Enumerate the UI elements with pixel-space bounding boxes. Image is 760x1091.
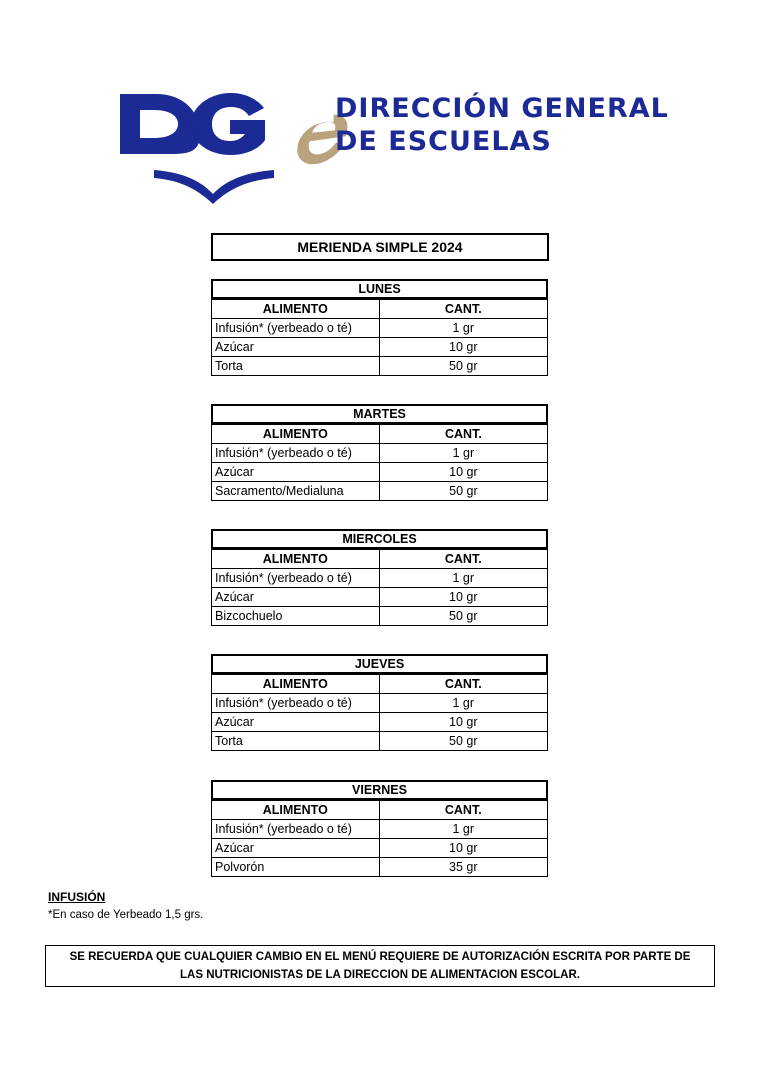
qty-cell: 50 gr (379, 732, 547, 751)
logo-book-swoosh (154, 170, 274, 204)
column-header-qty: CANT. (379, 425, 547, 444)
qty-cell: 50 gr (379, 607, 547, 626)
qty-cell: 1 gr (379, 319, 547, 338)
day-header: VIERNES (211, 780, 548, 800)
food-cell: Azúcar (212, 839, 380, 858)
food-cell: Infusión* (yerbeado o té) (212, 319, 380, 338)
food-cell: Infusión* (yerbeado o té) (212, 569, 380, 588)
table-row (212, 338, 548, 357)
food-table (211, 800, 548, 877)
food-cell: Infusión* (yerbeado o té) (212, 694, 380, 713)
day-table-viernes (211, 780, 548, 877)
warning-line1: SE RECUERDA QUE CUALQUIER CAMBIO EN EL MENÚ REQUIERE DE AUTORIZACIÓN ESCRITA POR PARTE DE (69, 951, 691, 963)
food-cell: Torta (212, 357, 380, 376)
table-row (212, 713, 548, 732)
table-row (212, 569, 548, 588)
note-text: *En caso de Yerbeado 1,5 grs. (48, 909, 204, 921)
org-name-line1: DIRECCIÓN GENERAL (335, 93, 669, 124)
column-header-qty: CANT. (379, 300, 547, 319)
day-header: JUEVES (211, 654, 548, 674)
note-title: INFUSIÓN (48, 890, 106, 904)
logo-letter-g (191, 93, 265, 155)
qty-cell: 10 gr (379, 713, 547, 732)
qty-cell: 10 gr (379, 338, 547, 357)
table-row (212, 588, 548, 607)
qty-cell: 35 gr (379, 858, 547, 877)
table-row (212, 463, 548, 482)
table-row (212, 607, 548, 626)
qty-cell: 10 gr (379, 463, 547, 482)
table-row (212, 482, 548, 501)
day-header: LUNES (211, 279, 548, 299)
column-header-food: ALIMENTO (212, 675, 380, 694)
table-header-row (212, 300, 548, 319)
column-header-food: ALIMENTO (212, 801, 380, 820)
table-header-row (212, 675, 548, 694)
table-header-row (212, 550, 548, 569)
qty-cell: 1 gr (379, 444, 547, 463)
column-header-food: ALIMENTO (212, 300, 380, 319)
day-header: MARTES (211, 404, 548, 424)
table-row (212, 858, 548, 877)
qty-cell: 10 gr (379, 839, 547, 858)
table-header-row (212, 801, 548, 820)
day-table-miercoles (211, 529, 548, 626)
qty-cell: 1 gr (379, 694, 547, 713)
authorization-warning (45, 945, 715, 987)
day-table-lunes (211, 279, 548, 376)
food-table (211, 549, 548, 626)
food-cell: Infusión* (yerbeado o té) (212, 820, 380, 839)
column-header-food: ALIMENTO (212, 425, 380, 444)
food-cell: Azúcar (212, 463, 380, 482)
day-header: MIERCOLES (211, 529, 548, 549)
table-row (212, 732, 548, 751)
qty-cell: 50 gr (379, 357, 547, 376)
food-table (211, 424, 548, 501)
table-row (212, 694, 548, 713)
qty-cell: 1 gr (379, 569, 547, 588)
table-row (212, 357, 548, 376)
org-name-line2: DE ESCUELAS (335, 126, 552, 157)
food-cell: Azúcar (212, 588, 380, 607)
table-row (212, 820, 548, 839)
logo-letter-d (120, 94, 200, 154)
qty-cell: 10 gr (379, 588, 547, 607)
qty-cell: 1 gr (379, 820, 547, 839)
food-table (211, 674, 548, 751)
table-header-row (212, 425, 548, 444)
day-table-martes (211, 404, 548, 501)
table-row (212, 839, 548, 858)
column-header-food: ALIMENTO (212, 550, 380, 569)
food-cell: Polvorón (212, 858, 380, 877)
food-cell: Bizcochuelo (212, 607, 380, 626)
day-table-jueves (211, 654, 548, 751)
menu-title: MERIENDA SIMPLE 2024 (211, 233, 549, 261)
qty-cell: 50 gr (379, 482, 547, 501)
food-cell: Azúcar (212, 338, 380, 357)
warning-line2: LAS NUTRICIONISTAS DE LA DIRECCION DE ALIMENTACION ESCOLAR. (180, 969, 580, 981)
food-cell: Azúcar (212, 713, 380, 732)
org-name (335, 92, 669, 158)
table-row (212, 319, 548, 338)
column-header-qty: CANT. (379, 801, 547, 820)
column-header-qty: CANT. (379, 675, 547, 694)
food-cell: Torta (212, 732, 380, 751)
food-cell: Sacramento/Medialuna (212, 482, 380, 501)
food-table (211, 299, 548, 376)
table-row (212, 444, 548, 463)
food-cell: Infusión* (yerbeado o té) (212, 444, 380, 463)
column-header-qty: CANT. (379, 550, 547, 569)
